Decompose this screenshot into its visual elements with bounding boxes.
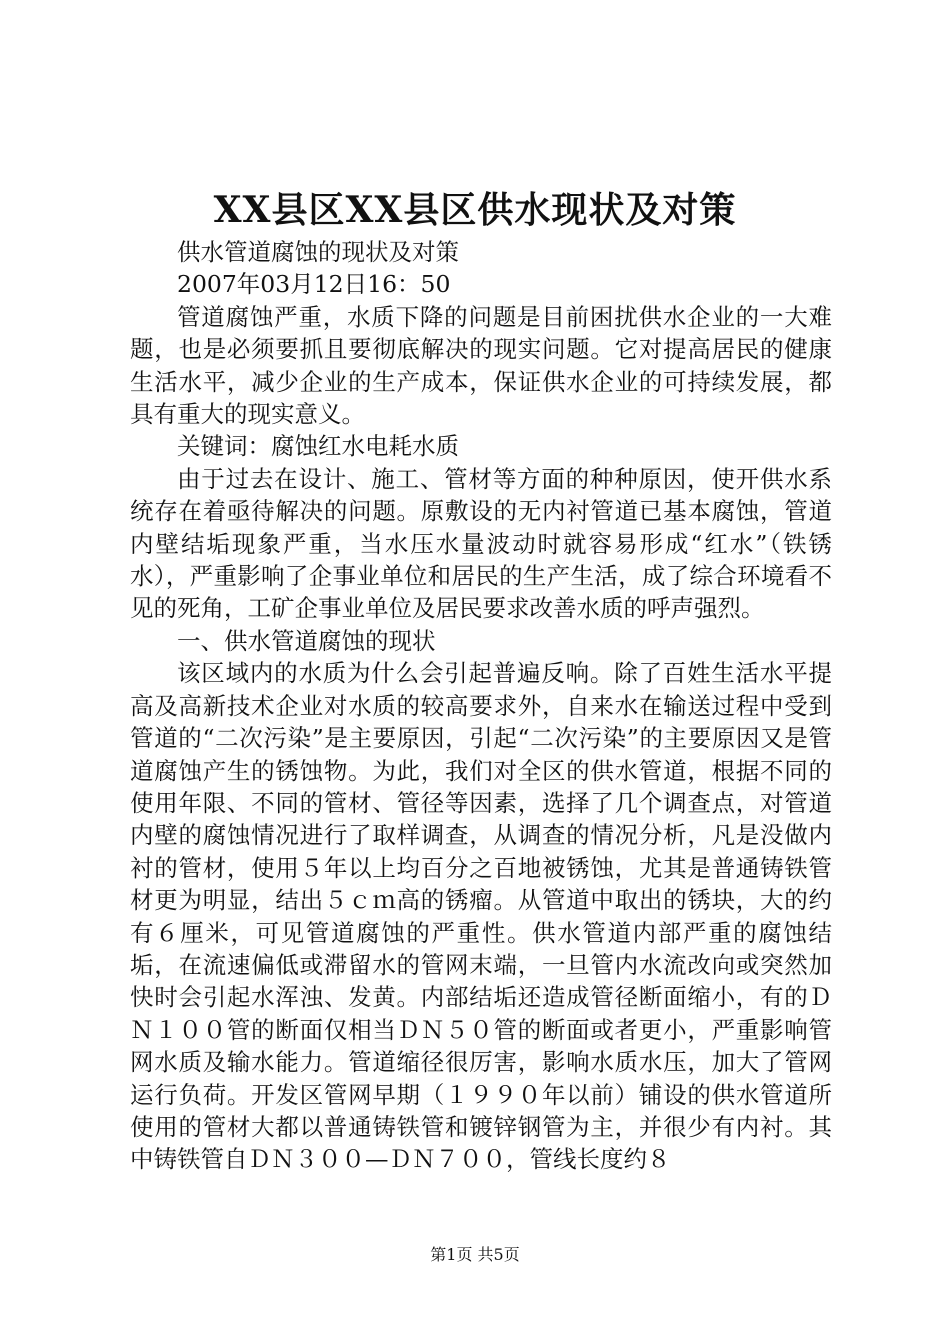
article-date: 2007年03月12日16：50 xyxy=(177,270,451,299)
article-heading: 供水管道腐蚀的现状及对策 xyxy=(177,238,459,266)
abstract-paragraph: 管道腐蚀严重，水质下降的问题是目前困扰供水企业的一大难题，也是必须要抓且要彻底解决的现实问题。它对提高居民的健康生活水平，减少企业的生产成本，保证供水企业的可持续发展，都具有重大的现实意义。 xyxy=(130,302,832,429)
body-paragraph: 该区域内的水质为什么会引起普遍反响。除了百姓生活水平提高及高新技术企业对水质的较高要求外，自来水在输送过程中受到管道的“二次污染”是主要原因，引起“二次污染”的主要原因又是管道腐蚀产生的锈蚀物。为此，我们对全区的供水管道，根据不同的使用年限、不同的管材、管径等因素，选择了几个调查点，对管道内壁的腐蚀情况进行了取样调查，从调查的情况分析，凡是没做内衬的管材，使用５年以上均百分之百地被锈蚀，尤其是普通铸铁管材更为明显，结出５ｃｍ高的锈瘤。从管道中取出的锈块，大的约有６厘米，可见管道腐蚀的严重性。供水管道内部严重的腐蚀结垢，在流速偏低或滞留水的管网末端，一旦管内水流改向或突然加快时会引起水浑浊、发黄。内部结垢还造成管径断面缩小，有的ＤＮ１００管的断面仅相当ＤＮ５０管的断面或者更小，严重影响管网水质及输水能力。管道缩径很厉害，影响水质水压，加大了管网运行负荷。开发区管网早期（１９９０年以前）铺设的供水管道所使用的管材大都以普通铸铁管和镀锌钢管为主，并很少有内衬。其中铸铁管自ＤＮ３００—ＤＮ７００，管线长度约８ xyxy=(130,659,832,1174)
document-title: XX县区XX县区供水现状及对策 xyxy=(213,189,737,231)
intro-paragraph: 由于过去在设计、施工、管材等方面的种种原因，使开供水系统存在着亟待解决的问题。原敷设的无内衬管道已基本腐蚀，管道内壁结垢现象严重，当水压水量波动时就容易形成“红水”（铁锈水），严重影响了企事业单位和居民的生产生活，成了综合环境看不见的死角，工矿企事业单位及居民要求改善水质的呼声强烈。 xyxy=(130,464,832,623)
keywords-line: 关键词：腐蚀红水电耗水质 xyxy=(177,432,459,461)
page-footer: 第1页 共5页 xyxy=(430,1245,520,1264)
section-heading: 一、供水管道腐蚀的现状 xyxy=(177,626,436,655)
document-body xyxy=(130,236,832,1176)
